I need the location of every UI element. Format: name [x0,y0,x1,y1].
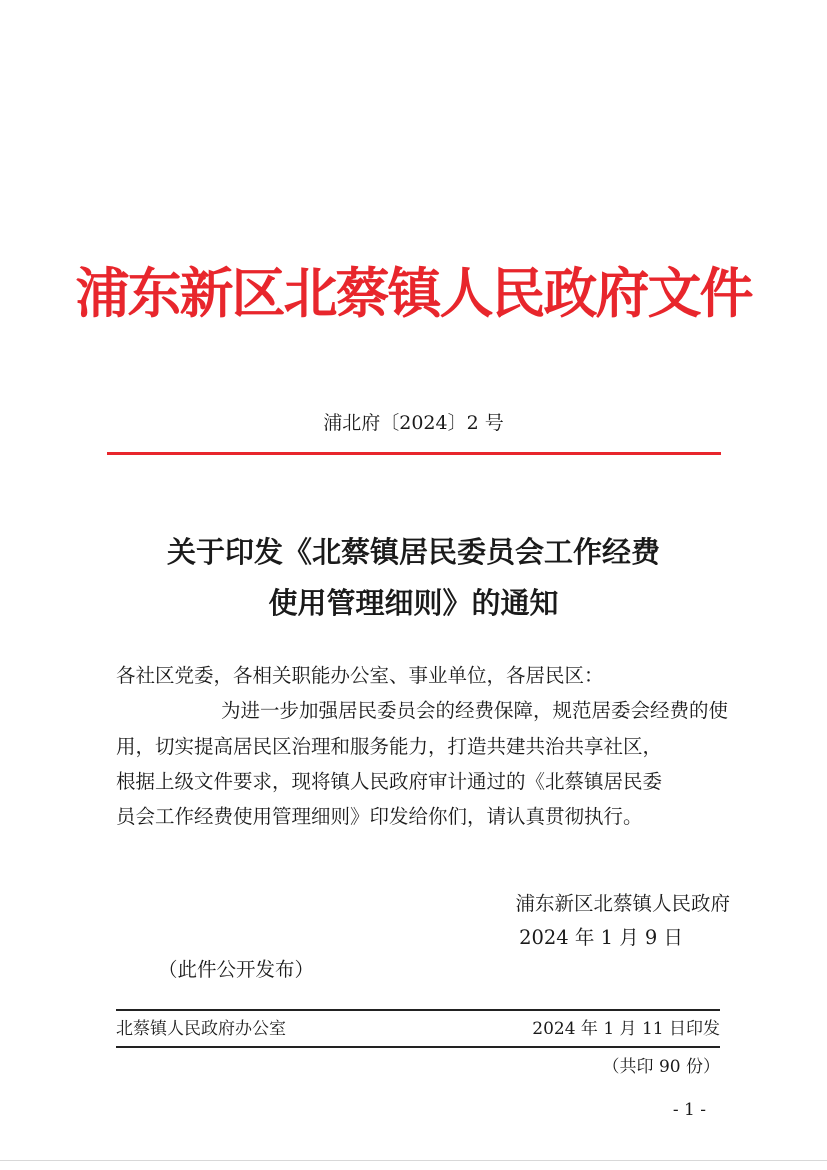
red-divider [107,452,721,455]
salutation: 各社区党委，各相关职能办公室、事业单位，各居民区： [116,664,604,687]
page-edge-line [0,1160,827,1161]
signature-date: 2024 年 1 月 9 日 [519,926,683,949]
signature-organization: 浦东新区北蔡镇人民政府 [515,892,730,915]
page-number: - 1 - [672,1100,706,1120]
footer-bottom-rule [116,1046,720,1048]
print-copies: （共印 90 份） [602,1057,720,1077]
body-line-4: 员会工作经费使用管理细则》印发给你们，请认真贯彻执行。 [116,805,643,828]
disclosure-note: （此件公开发布） [158,958,315,981]
notice-title-line-1: 关于印发《北蔡镇居民委员会工作经费 [166,535,660,569]
issuing-office: 北蔡镇人民政府办公室 [116,1019,286,1039]
notice-title-line-2: 使用管理细则》的通知 [268,586,559,620]
document-number: 浦北府〔2024〕2 号 [323,412,504,434]
document-header-title: 浦东新区北蔡镇人民政府文件 [75,261,752,325]
body-line-1: 为进一步加强居民委员会的经费保障，规范居委会经费的使 [220,699,728,722]
print-date: 2024 年 1 月 11 日印发 [532,1019,720,1039]
footer-top-rule [116,1009,720,1011]
body-line-3: 根据上级文件要求，现将镇人民政府审计通过的《北蔡镇居民委 [116,770,663,793]
body-line-2: 用，切实提高居民区治理和服务能力，打造共建共治共享社区， [116,735,663,758]
